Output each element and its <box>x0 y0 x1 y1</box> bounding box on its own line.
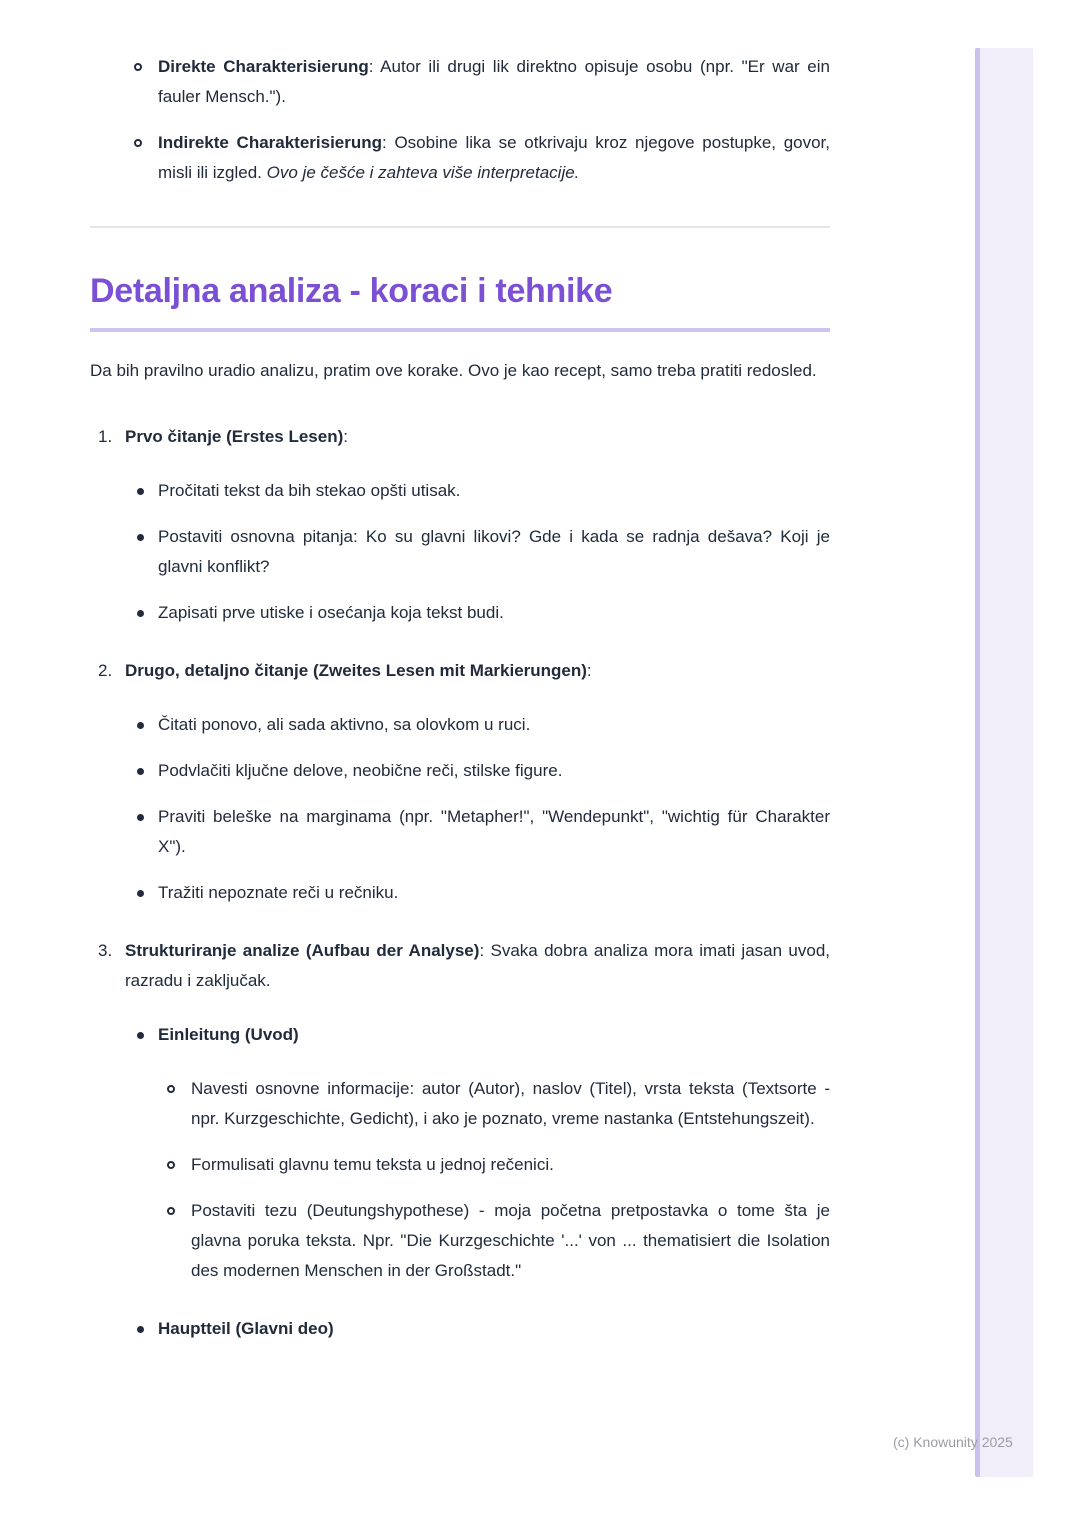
dot-bullet-icon <box>137 610 144 617</box>
dot-bullet-icon <box>137 488 144 495</box>
footer-copyright: (c) Knowunity 2025 <box>893 1434 1013 1450</box>
dot-bullet-icon <box>137 722 144 729</box>
page-edge-stripe <box>975 48 1033 1477</box>
list-item-text: Navesti osnovne informacije: autor (Autor), naslov (Titel), vrsta teksta (Textsorte - npr. Kurzgeschichte, Gedicht), i ako je poznato, vreme nastanka (Entstehungszeit). <box>191 1079 830 1128</box>
step-item <box>90 656 830 908</box>
list-item <box>125 802 830 862</box>
dot-bullet-icon <box>137 534 144 541</box>
list-item <box>158 1150 830 1180</box>
circle-bullet-icon <box>167 1085 175 1093</box>
circle-bullet-icon <box>134 139 142 147</box>
list-item-text: Einleitung (Uvod) <box>158 1025 299 1044</box>
document-content <box>90 0 830 1344</box>
list-item-text: Indirekte Charakterisierung: Osobine lika se otkrivaju kroz njegove postupke, govor, misli ili izgled. Ovo je češće i zahteva više interpretacije. <box>158 133 830 182</box>
dot-bullet-icon <box>137 814 144 821</box>
step-bullet-list <box>125 476 830 628</box>
list-item-text: Postaviti tezu (Deutungshypothese) - moja početna pretpostavka o tome šta je glavna poruka teksta. Npr. "Die Kurzgeschichte '...' von ... thematisiert die Isolation des modernen Menschen in der Großstadt." <box>191 1201 830 1280</box>
step-bullet-list <box>125 710 830 908</box>
list-item-text: Tražiti nepoznate reči u rečniku. <box>158 883 399 902</box>
dot-bullet-icon <box>137 768 144 775</box>
list-item-text: Pročitati tekst da bih stekao opšti utisak. <box>158 481 461 500</box>
list-item-text: Direkte Charakterisierung: Autor ili drugi lik direktno opisuje osobu (npr. "Er war ein fauler Mensch."). <box>158 57 830 106</box>
step-bullet-list <box>125 1020 830 1344</box>
list-item <box>90 128 830 188</box>
dot-bullet-icon <box>137 1032 144 1039</box>
list-item <box>125 1314 830 1344</box>
analysis-steps-list <box>90 422 830 1344</box>
step-heading: Strukturiranje analize (Aufbau der Analyse): Svaka dobra analiza mora imati jasan uvod, razradu i zaključak. <box>125 941 830 990</box>
list-item <box>125 1020 830 1298</box>
sub-bullet-list <box>158 1074 830 1298</box>
list-item-text: Formulisati glavnu temu teksta u jednoj rečenici. <box>191 1155 554 1174</box>
circle-bullet-icon <box>167 1161 175 1169</box>
section-intro-paragraph: Da bih pravilno uradio analizu, pratim ove korake. Ovo je kao recept, samo treba pratiti redosled. <box>90 361 817 380</box>
list-item <box>158 1074 830 1134</box>
list-item <box>125 756 830 786</box>
list-item <box>125 710 830 740</box>
step-item <box>90 936 830 1344</box>
list-item <box>125 598 830 628</box>
section-divider <box>90 226 830 228</box>
list-item <box>125 522 830 582</box>
list-item-text: Čitati ponovo, ali sada aktivno, sa olovkom u ruci. <box>158 715 531 734</box>
step-number: 2. <box>98 661 113 680</box>
list-item <box>158 1196 830 1286</box>
list-item <box>125 878 830 908</box>
list-item <box>125 476 830 506</box>
section-title: Detaljna analiza - koraci i tehnike <box>90 272 830 332</box>
list-item-text: Praviti beleške na marginama (npr. "Metapher!", "Wendepunkt", "wichtig für Charakter X"). <box>158 807 830 856</box>
list-item-text: Zapisati prve utiske i osećanja koja tekst budi. <box>158 603 504 622</box>
dot-bullet-icon <box>137 890 144 897</box>
step-heading: Prvo čitanje (Erstes Lesen): <box>125 427 348 446</box>
step-number: 3. <box>98 941 113 960</box>
dot-bullet-icon <box>137 1326 144 1333</box>
characterisation-sub-list <box>90 52 830 188</box>
step-item <box>90 422 830 628</box>
list-item <box>90 52 830 112</box>
list-item-text: Hauptteil (Glavni deo) <box>158 1319 334 1338</box>
step-heading: Drugo, detaljno čitanje (Zweites Lesen mit Markierungen): <box>125 661 592 680</box>
list-item-text: Podvlačiti ključne delove, neobične reči, stilske figure. <box>158 761 563 780</box>
circle-bullet-icon <box>167 1207 175 1215</box>
list-item-text: Postaviti osnovna pitanja: Ko su glavni likovi? Gde i kada se radnja dešava? Koji je glavni konflikt? <box>158 527 830 576</box>
step-number: 1. <box>98 427 113 446</box>
circle-bullet-icon <box>134 63 142 71</box>
